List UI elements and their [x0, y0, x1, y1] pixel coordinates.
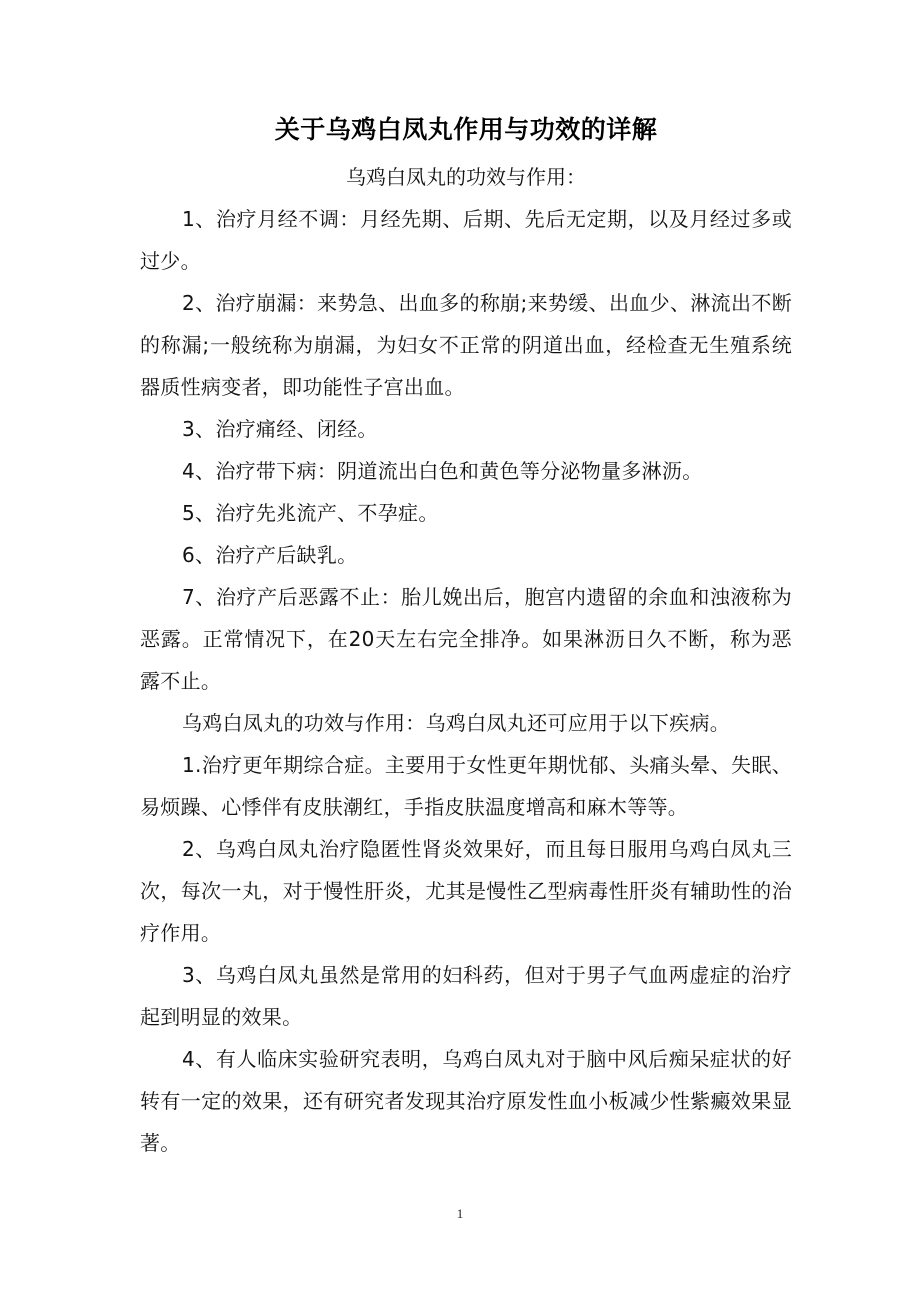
paragraph-item-2: 2、治疗崩漏：来势急、出血多的称崩;来势缓、出血少、淋流出不断的称漏;一般统称为崩漏，为妇女不正常的阴道出血，经检查无生殖系统器质性病变者，即功能性子宫出血。 — [140, 291, 792, 399]
section-heading: 乌鸡白凤丸的功效与作用： — [346, 165, 586, 189]
paragraph-extra-4: 4、有人临床实验研究表明，乌鸡白凤丸对于脑中风后痴呆症状的好转有一定的效果，还有研究者发现其治疗原发性血小板减少性紫癜效果显著。 — [140, 1047, 792, 1155]
paragraph-section-intro: 乌鸡白凤丸的功效与作用：乌鸡白凤丸还可应用于以下疾病。 — [182, 711, 731, 735]
paragraph-extra-3: 3、乌鸡白凤丸虽然是常用的妇科药，但对于男子气血两虚症的治疗起到明显的效果。 — [140, 963, 792, 1029]
paragraph-item-5: 5、治疗先兆流产、不孕症。 — [182, 501, 439, 525]
paragraph-item-6: 6、治疗产后缺乳。 — [182, 543, 358, 567]
paragraph-extra-1: 1.治疗更年期综合症。主要用于女性更年期忧郁、头痛头晕、失眠、易烦躁、心悸伴有皮肤潮红，手指皮肤温度增高和麻木等等。 — [140, 753, 792, 819]
document-body — [140, 108, 792, 1164]
page-number: 1 — [456, 1206, 464, 1221]
paragraph-extra-2: 2、乌鸡白凤丸治疗隐匿性肾炎效果好，而且每日服用乌鸡白凤丸三次，每次一丸，对于慢性肝炎，尤其是慢性乙型病毒性肝炎有辅助性的治疗作用。 — [140, 837, 792, 945]
document-title: 关于乌鸡白凤丸作用与功效的详解 — [274, 115, 658, 144]
paragraph-item-4: 4、治疗带下病：阴道流出白色和黄色等分泌物量多淋沥。 — [182, 459, 703, 483]
paragraph-item-1: 1、治疗月经不调：月经先期、后期、先后无定期，以及月经过多或过少。 — [140, 207, 792, 273]
paragraph-item-3: 3、治疗痛经、闭经。 — [182, 417, 378, 441]
paragraph-item-7: 7、治疗产后恶露不止：胎儿娩出后，胞宫内遗留的余血和浊液称为恶露。正常情况下，在20天左右完全排净。如果淋沥日久不断，称为恶露不止。 — [140, 585, 792, 693]
